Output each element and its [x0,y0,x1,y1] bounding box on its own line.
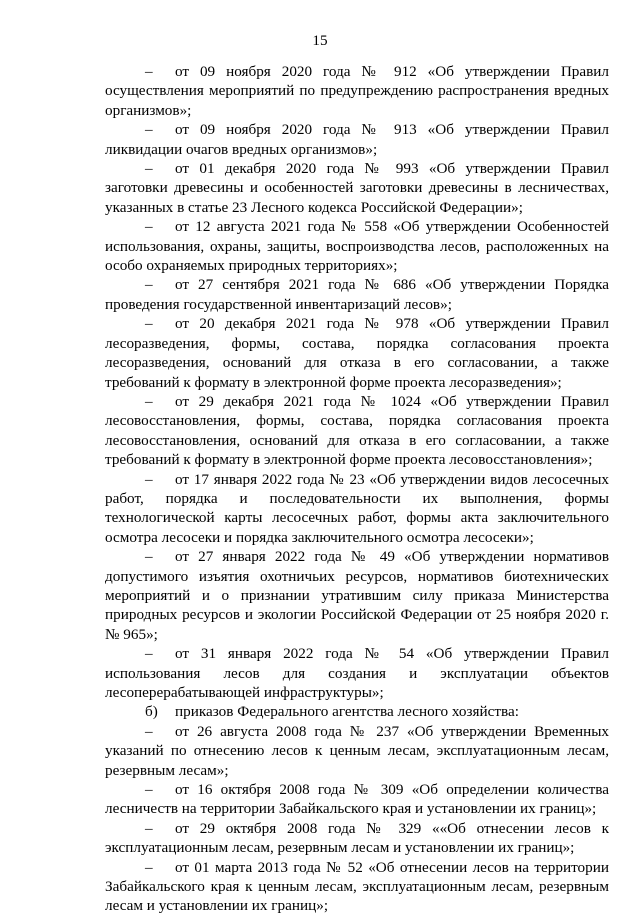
list-marker: – [145,781,153,799]
list-item [105,547,609,644]
list-marker: – [145,858,153,876]
page-number: 15 [312,32,328,49]
section-marker: б) [145,703,158,721]
list-marker: – [145,819,153,837]
list-marker: – [145,722,153,740]
list-marker: – [145,276,153,294]
list-marker: – [145,392,153,410]
list-item [105,644,609,702]
list-item-text: от 26 августа 2008 года № 237 «Об утверждении Временных указаний по отнесению лесов к ценным лесам, эксплуатационным лесам, резервным лесам»; [105,722,609,779]
list-item-text: от 12 августа 2021 года № 558 «Об утверждении Особенностей использования, охраны, защиты, воспроизводства лесов, расположенных на особо охраняемых природных территориях»; [105,218,609,275]
list-marker: – [145,315,153,333]
list-item [105,858,609,916]
list-item [105,62,609,120]
list-item [105,392,609,470]
list-item [105,722,609,780]
list-item-text: от 20 декабря 2021 года № 978 «Об утверждении Правил лесоразведения, формы, состава, порядка согласования проекта лесоразведения, оснований для отказа в его согласовании, а также требований к формату в электронной форме проекта лесоразведения»; [105,315,609,391]
list-item [105,120,609,159]
list-marker: – [145,470,153,488]
list-item-text: от 31 января 2022 года № 54 «Об утверждении Правил использования лесов для создания и эксплуатации объектов лесоперерабатывающей инфраструктуры»; [105,645,609,701]
list-item [105,159,609,217]
list-item-text: от 17 января 2022 года № 23 «Об утверждении видов лесосечных работ, порядка и последовательности их выполнения, формы технологической карты лесосечных работ, формы акта заключительного осмотра лесосеки и порядка заключительного осмотра лесосеки»; [105,470,609,546]
list-marker: – [145,121,153,139]
list-marker: – [145,63,153,80]
list-item-text: от 29 октября 2008 года № 329 ««Об отнесении лесов к эксплуатационным лесам, резервным лесам и установлении их границ»; [105,819,609,857]
list-marker: – [145,160,153,178]
list-item [105,275,609,314]
list-item-text: от 16 октября 2008 года № 309 «Об определении количества лесничеств на территории Забайкальского края и установлении их границ»; [105,781,609,818]
list-item [105,470,609,548]
list-item-text: от 29 декабря 2021 года № 1024 «Об утверждении Правил лесовосстановления, формы, состава, порядка согласования проекта лесовосстановления, оснований для отказа в его согласовании, а также требований к формату в электронной форме проекта лесовосстановления»; [105,392,609,469]
section-heading-item [105,702,609,721]
list-item [105,780,609,819]
list-item-text: от 01 марта 2013 года № 52 «Об отнесении лесов на территории Забайкальского края к ценным лесам, эксплуатационным лесам, резервным лесам и установлении их границ»; [105,858,609,915]
list-item [105,819,609,858]
list-item-text: от 27 сентября 2021 года № 686 «Об утверждении Порядка проведения государственной инвентаризаций лесов»; [105,276,609,313]
list-item-text: от 09 ноября 2020 года № 913 «Об утверждении Правил ликвидации очагов вредных организмов»; [105,121,609,158]
list-marker: – [145,548,153,566]
document-body [105,62,609,916]
section-heading-text: приказов Федерального агентства лесного хозяйства: [175,703,519,721]
list-item-text: от 27 января 2022 года № 49 «Об утверждении нормативов допустимого изъятия охотничьих ресурсов, нормативов биотехнических мероприятий и о признании утратившим силу приказа Министерства природных ресурсов и экологии Российской Федерации от 25 ноября 2020 г. № 965»; [105,548,609,643]
list-item [105,217,609,275]
list-item-text: от 09 ноября 2020 года № 912 «Об утверждении Правил осуществления мероприятий по предупреждению распространения вредных организмов»; [105,63,609,119]
list-item [105,314,609,392]
list-marker: – [145,645,153,663]
list-marker: – [145,218,153,236]
list-item-text: от 01 декабря 2020 года № 993 «Об утверждении Правил заготовки древесины и особенностей заготовки древесины в лесничествах, указанных в статье 23 Лесного кодекса Российской Федерации»; [105,160,609,216]
